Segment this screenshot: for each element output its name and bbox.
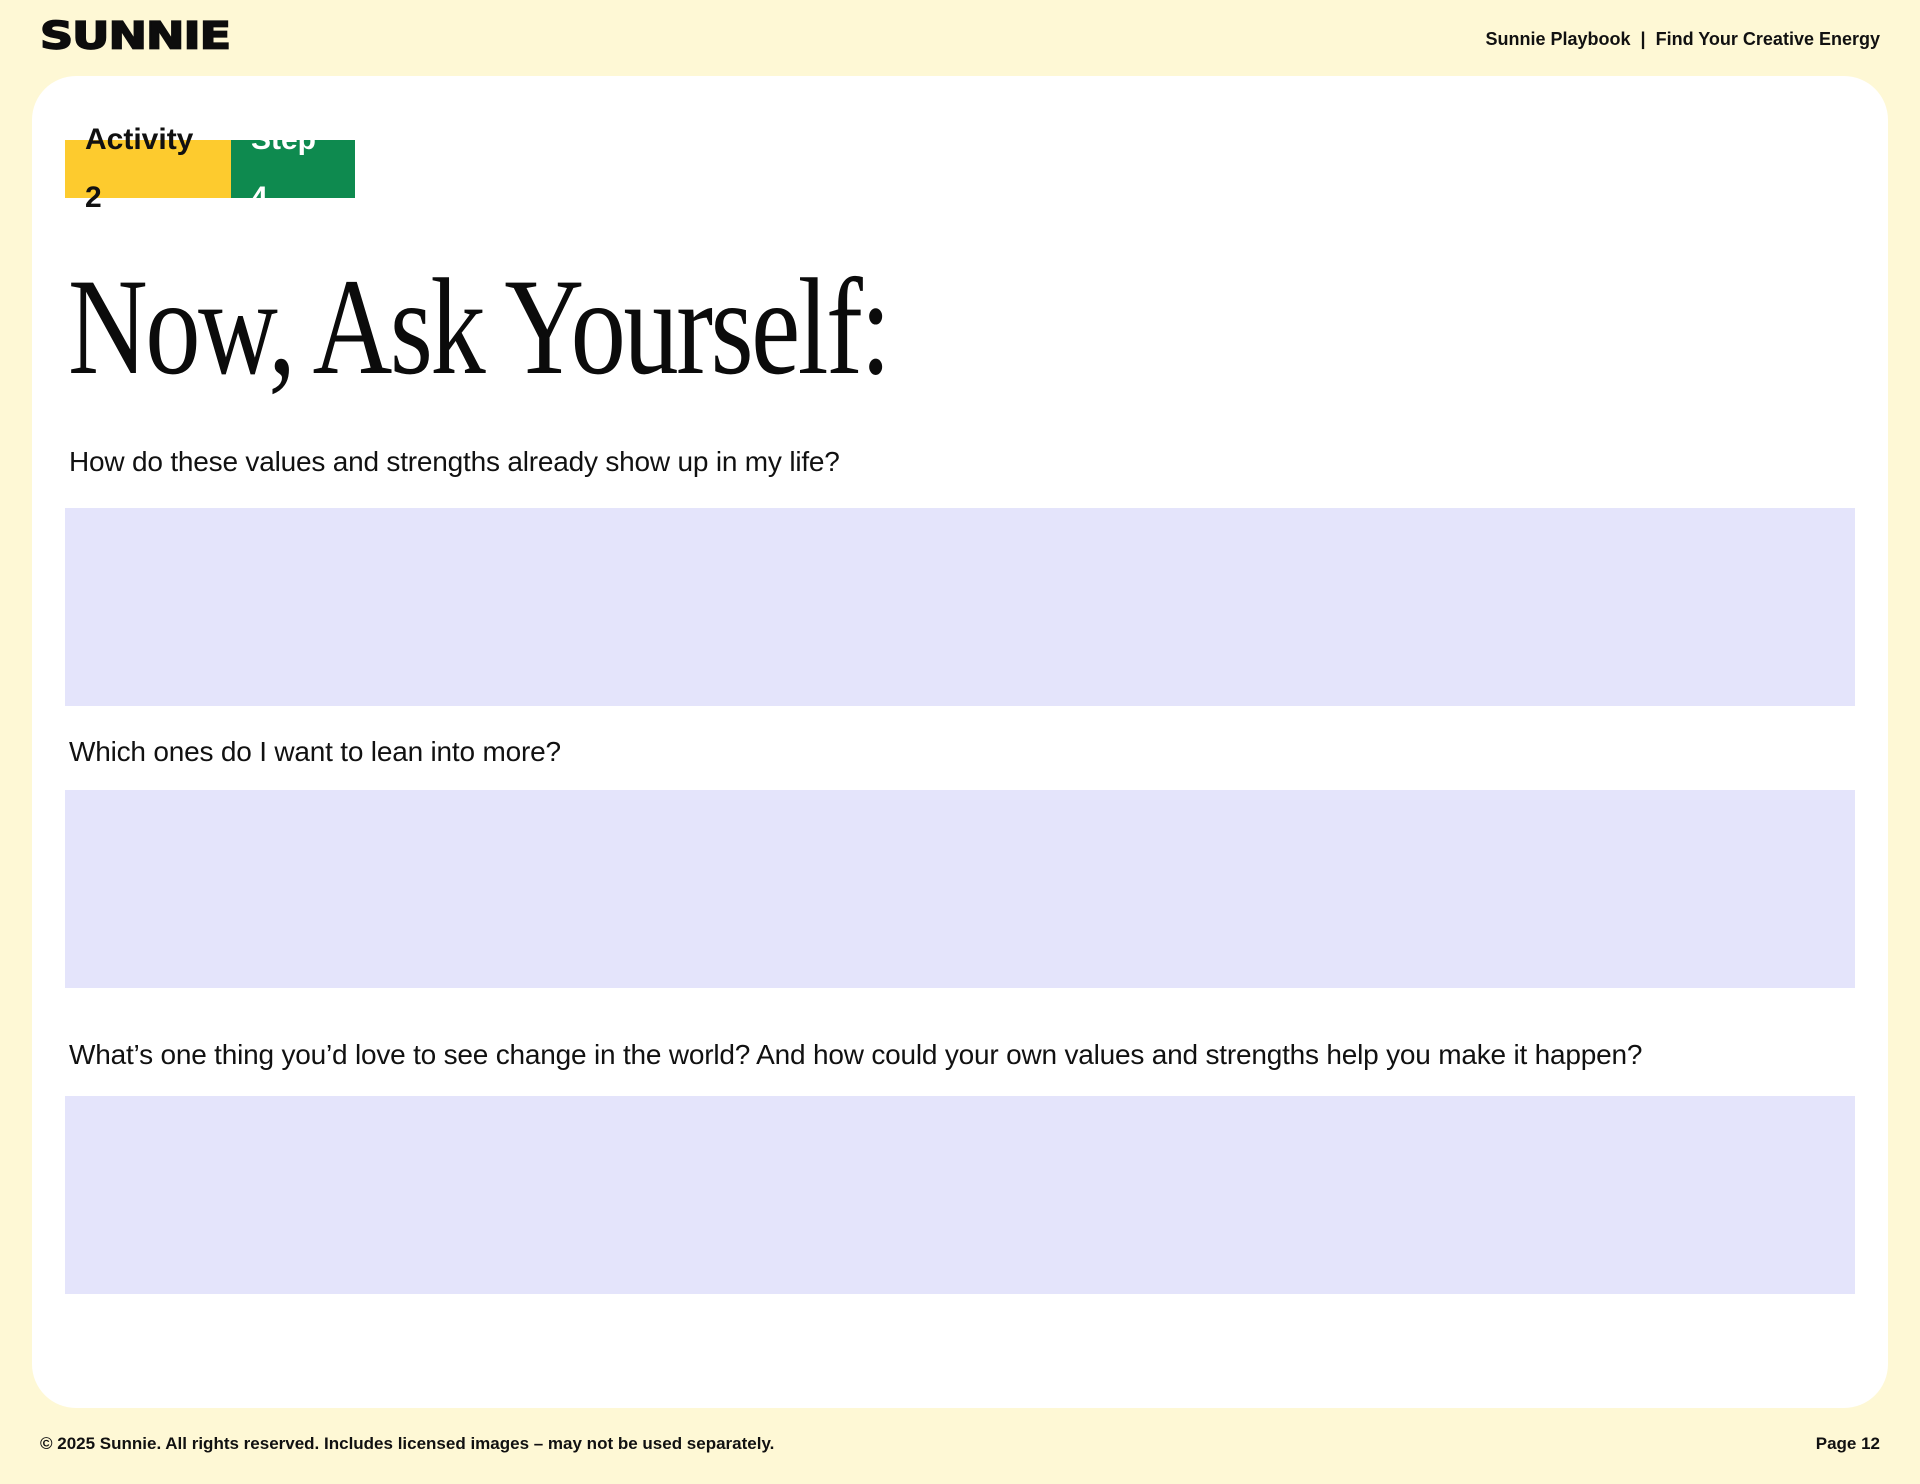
header-breadcrumb	[1486, 27, 1880, 51]
answer-box-2[interactable]	[65, 790, 1855, 988]
copyright-notice: © 2025 Sunnie. All rights reserved. Includes licensed images – may not be used separately.	[40, 1434, 775, 1453]
question-3: What’s one thing you’d love to see change in the world? And how could your own values and strengths help you make it happen?	[69, 1039, 1643, 1070]
header-separator: |	[1640, 29, 1646, 49]
question-2: Which ones do I want to lean into more?	[69, 736, 561, 767]
sunnie-logo: SUNNIE	[40, 13, 231, 58]
activity-tags	[65, 123, 355, 214]
page-title: Now, Ask Yourself:	[68, 250, 889, 403]
content-card	[32, 76, 1888, 1408]
playbook-label: Sunnie Playbook	[1485, 29, 1631, 49]
question-1: How do these values and strengths already show up in my life?	[69, 446, 840, 477]
answer-box-3[interactable]	[65, 1096, 1855, 1294]
answer-box-1[interactable]	[65, 508, 1855, 706]
page-number: Page 12	[1815, 1434, 1880, 1453]
section-label: Find Your Creative Energy	[1655, 29, 1880, 49]
step-tag: Step 4	[231, 140, 355, 198]
activity-tag: Activity 2	[65, 140, 231, 198]
